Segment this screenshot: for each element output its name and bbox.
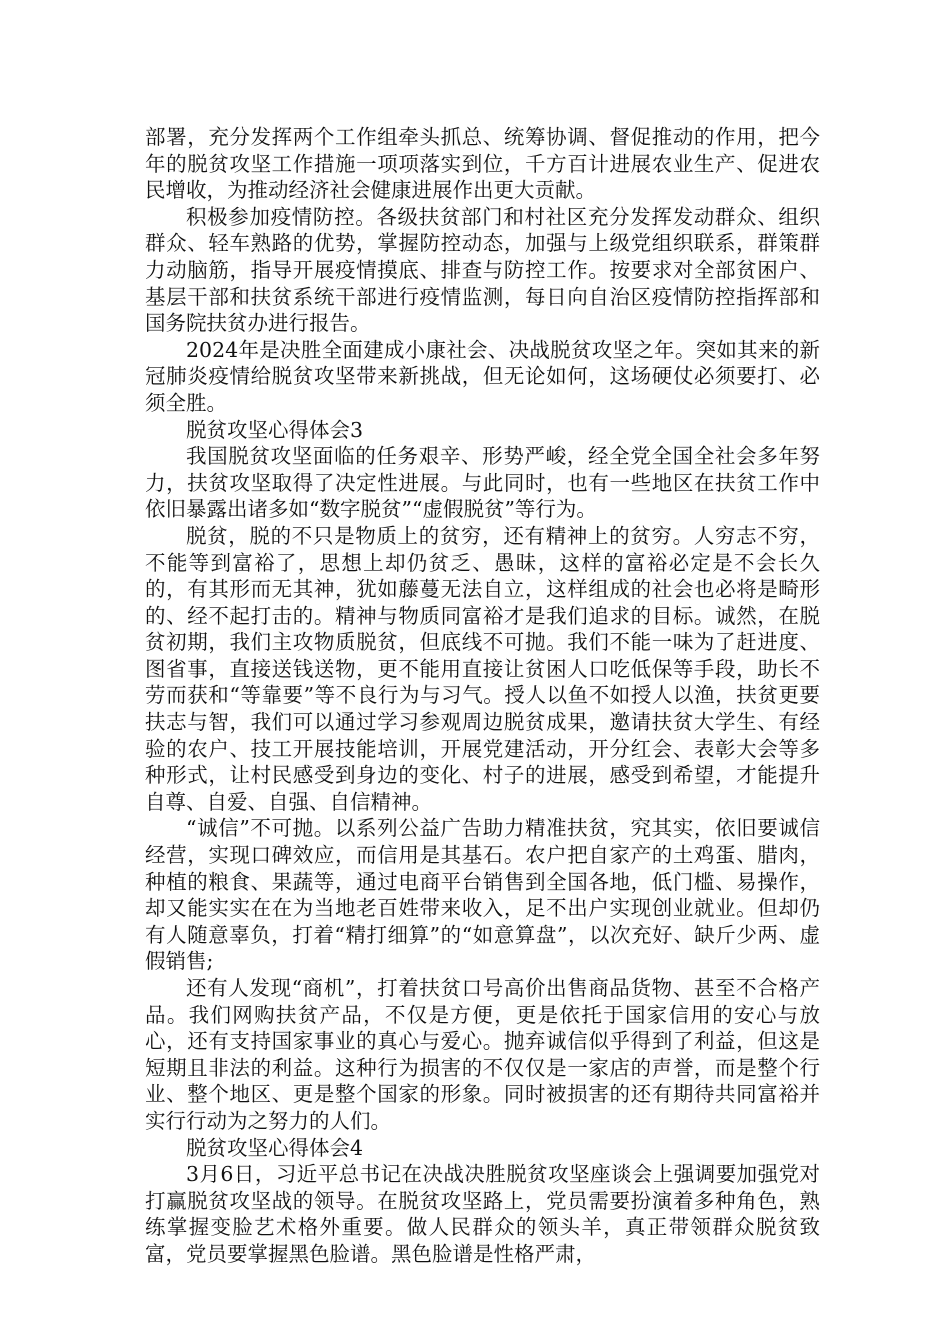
section-heading-3: 脱贫攻坚心得体会3 [186, 417, 364, 442]
section-heading-4: 脱贫攻坚心得体会4 [186, 1135, 364, 1160]
paragraph-2024: 2024年是决胜全面建成小康社会、决战脱贫攻坚之年。突如其来的新冠肺炎疫情给脱贫攻坚带来新挑战，但无论如何，这场硬仗必须要打、必须全胜。 [145, 337, 820, 415]
paragraph-task-difficult: 我国脱贫攻坚面临的任务艰辛、形势严峻，经全党全国全社会多年努力，扶贫攻坚取得了决定性进展。与此同时，也有一些地区在扶贫工作中依旧暴露出诸多如“数字脱贫”“虚假脱贫”等行为。 [145, 444, 820, 522]
paragraph-continued: 部署，充分发挥两个工作组牵头抓总、统筹协调、督促推动的作用，把今年的脱贫攻坚工作措施一项项落实到位，千方百计进展农业生产、促进农民增收，为推动经济社会健康进展作出更大贡献。 [145, 125, 820, 203]
paragraph-integrity: “诚信”不可抛。以系列公益广告助力精准扶贫，究其实，依旧要诚信经营，实现口碑效应，而信用是其基石。农户把自家产的土鸡蛋、腊肉，种植的粮食、果蔬等，通过电商平台销售到全国各地，低门槛、易操作，却又能实实在在为当地老百姓带来收入，足不出户实现创业就业。但却仍有人随意辜负，打着“精打细算”的“如意算盘”，以次充好、缺斤少两、虚假销售; [145, 816, 820, 974]
document-body [145, 124, 820, 1268]
paragraph-epidemic-prevention: 积极参加疫情防控。各级扶贫部门和村社区充分发挥发动群众、组织群众、轻车熟路的优势，掌握防控动态，加强与上级党组织联系，群策群力动脑筋，指导开展疫情摸底、排查与防控工作。按要求对全部贫困户、基层干部和扶贫系统干部进行疫情监测，每日向自治区疫情防控指挥部和国务院扶贫办进行报告。 [145, 204, 820, 336]
paragraph-poverty-spirit: 脱贫，脱的不只是物质上的贫穷，还有精神上的贫穷。人穷志不穷，不能等到富裕了，思想上却仍贫乏、愚昧，这样的富裕必定是不会长久的，有其形而无其神，犹如藤蔓无法自立，这样组成的社会也必将是畸形的、经不起打击的。精神与物质同富裕才是我们追求的目标。诚然，在脱贫初期，我们主攻物质脱贫，但底线不可抛。我们不能一味为了赶进度、图省事，直接送钱送物，更不能用直接让贫困人口吃低保等手段，助长不劳而获和“等靠要”等不良行为与习气。授人以鱼不如授人以渔，扶贫更要扶志与智，我们可以通过学习参观周边脱贫成果，邀请扶贫大学生、有经验的农户、技工开展技能培训，开展党建活动，开分红会、表彰大会等多种形式，让村民感受到身边的变化、村子的进展，感受到希望，才能提升自尊、自爱、自强、自信精神。 [145, 523, 820, 814]
paragraph-march-6: 3月6日，习近平总书记在决战决胜脱贫攻坚座谈会上强调要加强党对打赢脱贫攻坚战的领导。在脱贫攻坚路上，党员需要扮演着多种角色，熟练掌握变脸艺术格外重要。做人民群众的领头羊，真正带领群众脱贫致富，党员要掌握黑色脸谱。黑色脸谱是性格严肃， [145, 1162, 820, 1266]
paragraph-business-opportunity: 还有人发现“商机”，打着扶贫口号高价出售商品货物、甚至不合格产品。我们网购扶贫产品，不仅是方便，更是依托于国家信用的安心与放心，还有支持国家事业的真心与爱心。抛弃诚信似乎得到了利益，但这是短期且非法的利益。这种行为损害的不仅仅是一家店的声誉，而是整个行业、整个地区、更是整个国家的形象。同时被损害的还有期待共同富裕并实行行动为之努力的人们。 [145, 976, 820, 1133]
